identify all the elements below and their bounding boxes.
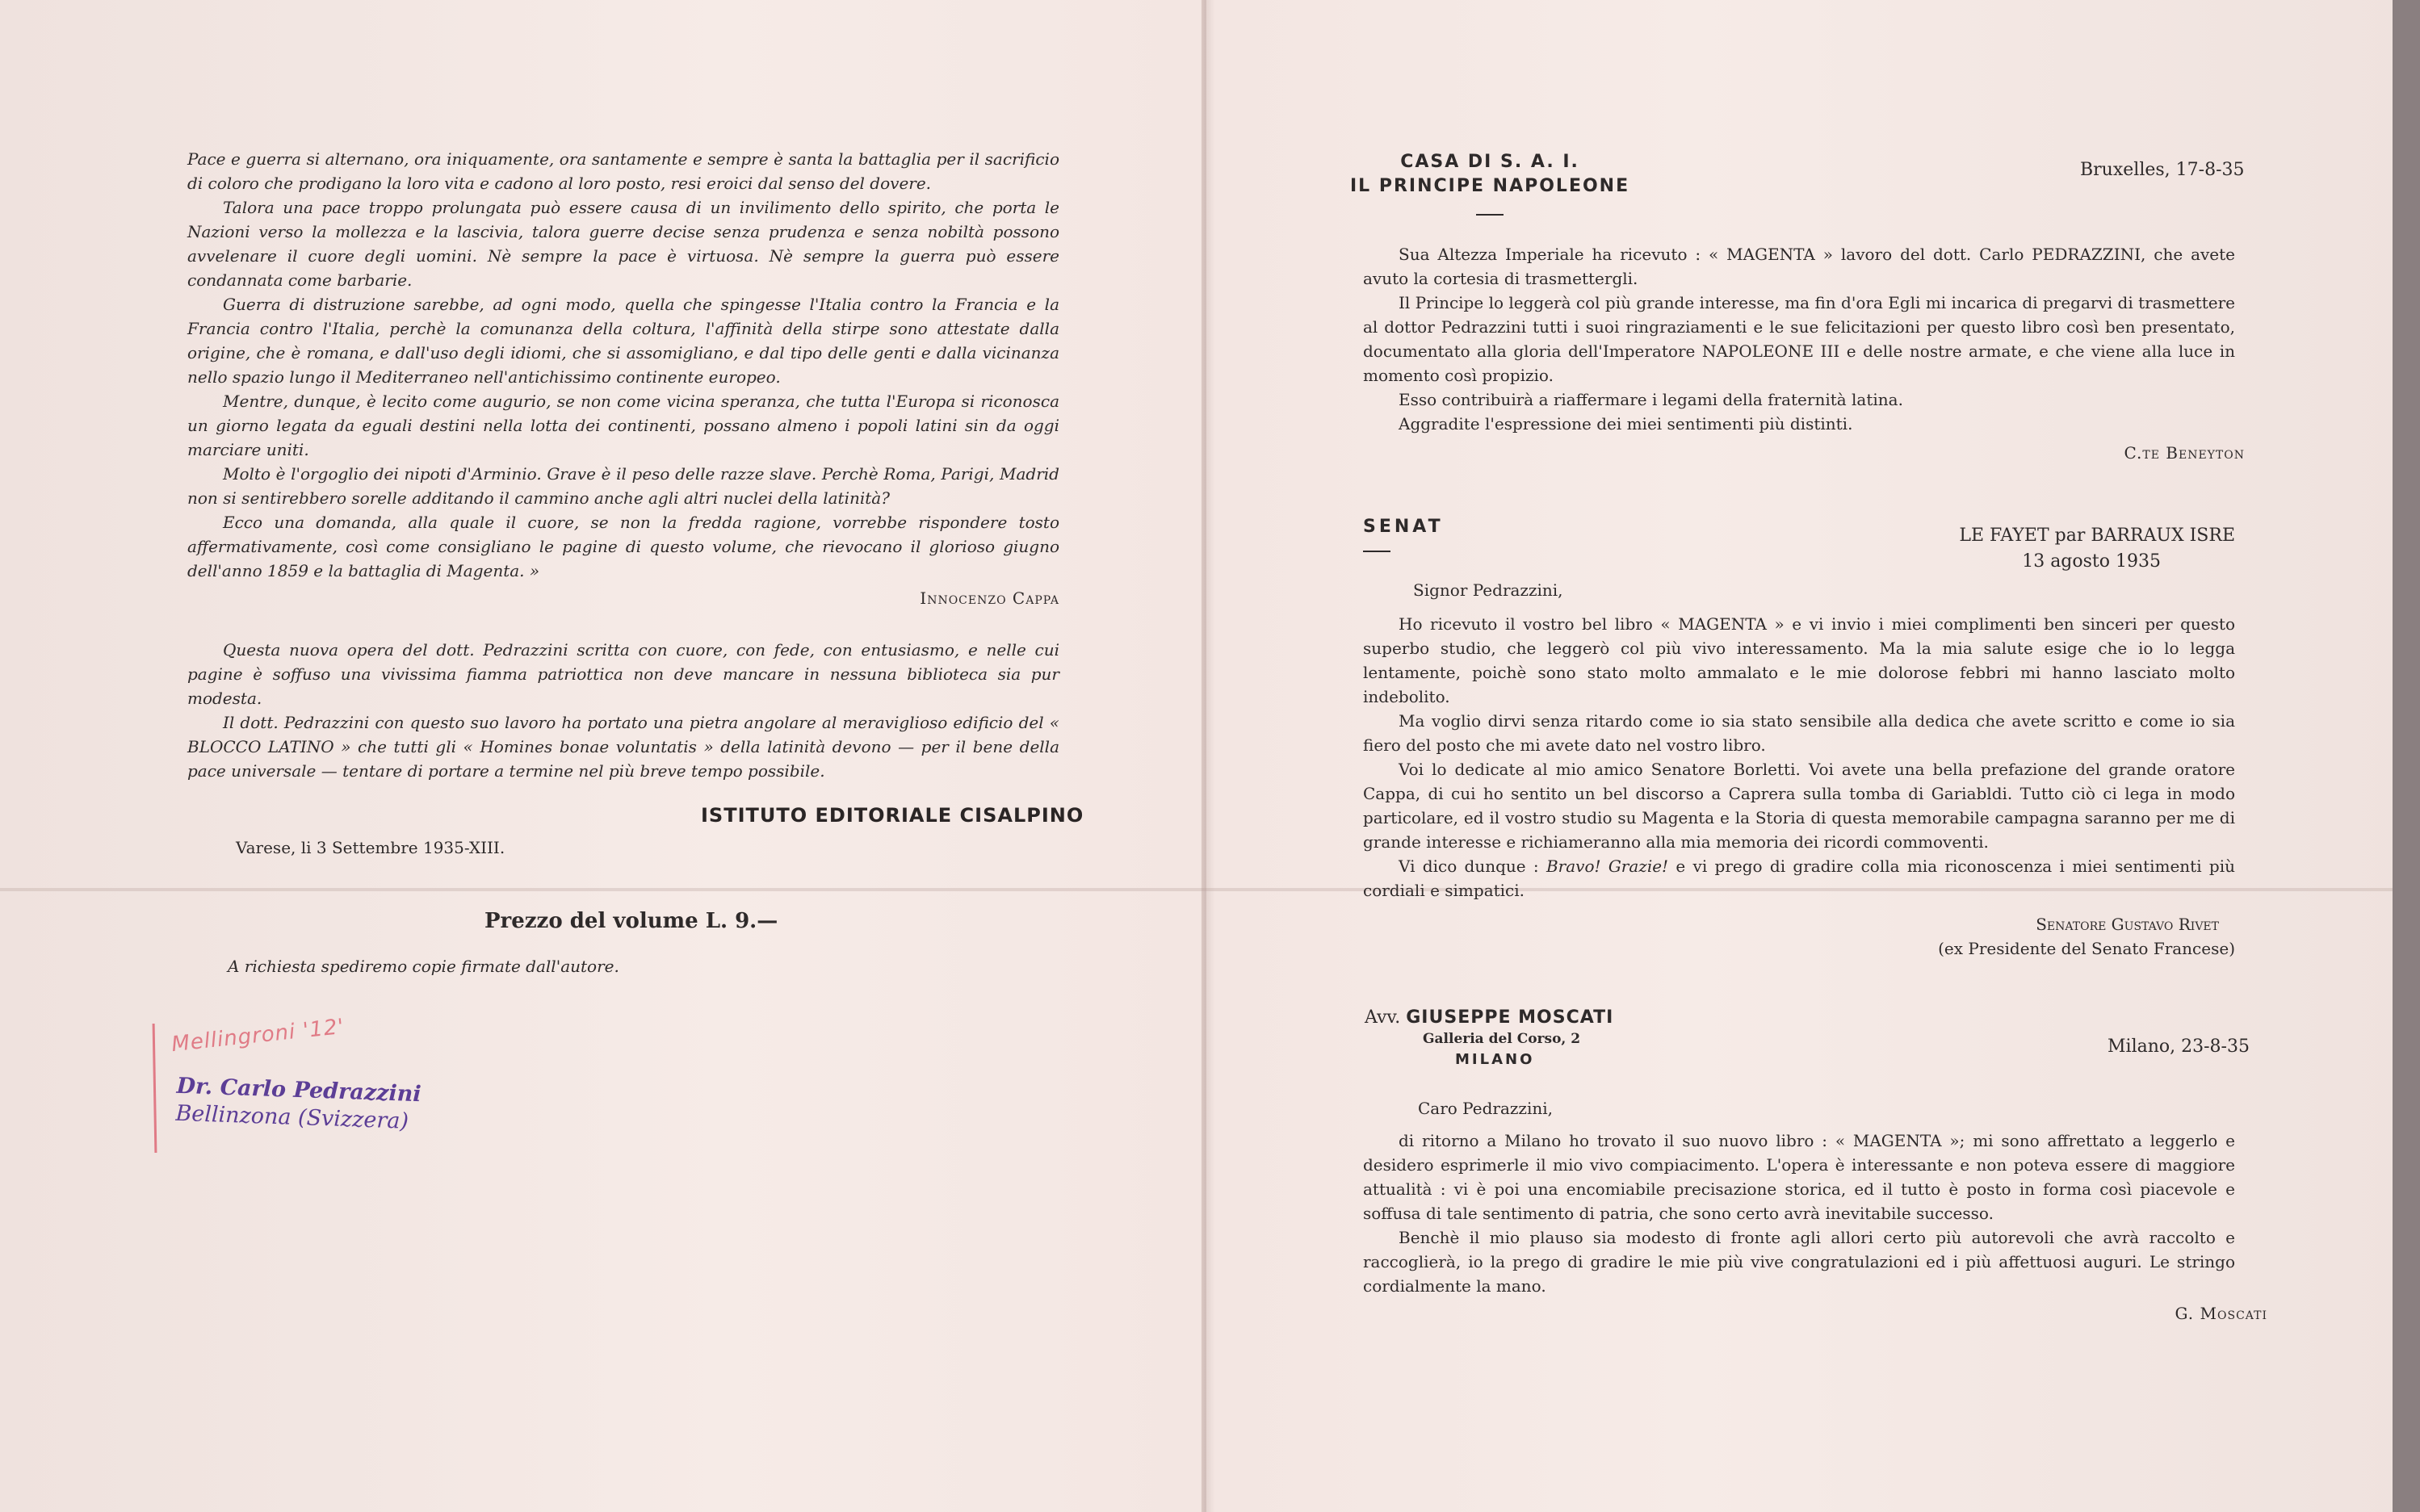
letter2-greeting: Signor Pedrazzini,	[1413, 580, 1563, 600]
publisher-name: ISTITUTO EDITORIALE CISALPINO	[701, 804, 1084, 827]
letter2-signature	[1363, 912, 2235, 961]
price-note: A richiesta spediremo copie firmate dall'autore.	[228, 957, 619, 976]
letter1-sender-line2: IL PRINCIPE NAPOLEONE	[1350, 176, 1630, 196]
divider	[1476, 214, 1504, 216]
pencil-note: Mellingroni '12'	[170, 1014, 346, 1058]
divider	[1363, 551, 1390, 552]
letter2-date-value: 13 agosto 1935	[2022, 551, 2161, 572]
vertical-fold	[1202, 0, 1206, 1512]
letter3-sender	[1365, 1007, 1613, 1070]
letter2-signature-name: Senatore Gustavo Rivet	[2036, 915, 2219, 934]
stamp-name: Dr. Carlo Pedrazzini	[176, 1073, 422, 1108]
letter1-date: Bruxelles, 17-8-35	[2080, 160, 2245, 180]
letter2-paragraph: Ho ricevuto il vostro bel libro « MAGENTA » e vi invio i miei complimenti ben sinceri per questo superbo studio, che leggerò col più vivo interessamento. Ma la mia salute esige che io lo legga lentamente, poichè sono stato molto ammalato e le mie dolorose febbri mi hanno lasciato molto indebolito.	[1363, 614, 2235, 706]
letter2-date	[1938, 523, 2235, 575]
letter2-closing	[1363, 854, 2235, 903]
letter3-city: MILANO	[1455, 1051, 1535, 1068]
letter2-place: LE FAYET par BARRAUX ISRE	[1959, 526, 2235, 546]
publisher-note	[187, 638, 1059, 783]
price-heading: Prezzo del volume L. 9.—	[484, 909, 778, 933]
letter2-paragraph: Ma voglio dirvi senza ritardo come io sia stato sensibile alla dedica che avete scritto e come io sia fiero del posto che mi avete dato nel vostro libro.	[1363, 711, 2235, 755]
letter1-body	[1363, 242, 2245, 465]
letter3-prefix: Avv.	[1365, 1007, 1401, 1028]
publisher-paragraph: Il dott. Pedrazzini con questo suo lavoro ha portato una pietra angolare al meraviglioso edificio del « BLOCCO LATINO » che tutti gli « Homines bonae voluntatis » della latinità devono — per il bene della pace universale — tentare di portare a termine nel più breve tempo possibile.	[187, 713, 1059, 781]
letter3-paragraph: Benchè il mio plauso sia modesto di fronte agli allori certo più autorevoli che avrà raccolto e raccoglierà, io la prego di gradire le mie più vive congratulazioni ed i più affettuosi auguri. Le stringo cordialmente la mano.	[1363, 1228, 2235, 1296]
letter1-paragraph: Aggradite l'espressione dei miei sentimenti più distinti.	[1399, 414, 1853, 433]
letter1-sender-line1: CASA DI S. A. I.	[1400, 152, 1579, 172]
letter2-signature-title: (ex Presidente del Senato Francese)	[1938, 939, 2235, 958]
preface-paragraph: Guerra di distruzione sarebbe, ad ogni modo, quella che spingesse l'Italia contro la Francia e la Francia contro l'Italia, perchè la comunanza della coltura, l'affinità della stirpe sono attestate dalla origine, che è romana, e dall'uso degli idiomi, che si assomigliano, e dal tipo delle genti e dalla vicinanza nello spazio lungo il Mediterraneo nell'antichissimo continente europeo.	[187, 295, 1059, 387]
background-edge	[2393, 0, 2420, 1512]
letter1-paragraph: Il Principe lo leggerà col più grande interesse, ma fin d'ora Egli mi incarica di pregarvi di trasmettere al dottor Pedrazzini tutti i suoi ringraziamenti e le sue felicitazioni per questo libro così ben presentato, documentato alla gloria dell'Imperatore NAPOLEONE III e delle nostre armate, e che viene alla luce in momento così propizio.	[1363, 293, 2235, 385]
preface-paragraph: Pace e guerra si alternano, ora iniquamente, ora santamente e sempre è santa la battaglia per il sacrificio di coloro che prodigano la loro vita e cadono al loro posto, resi eroici dal senso del dovere.	[187, 149, 1059, 193]
letter3-greeting: Caro Pedrazzini,	[1418, 1099, 1553, 1118]
letter3-signature: G. Moscati	[2175, 1304, 2267, 1323]
letter3-body	[1363, 1096, 2267, 1326]
place-date: Varese, li 3 Settembre 1935-XIII.	[236, 838, 505, 857]
letter2-sender	[1363, 517, 1444, 557]
letter3-date: Milano, 23-8-35	[2108, 1037, 2250, 1057]
letter3-paragraph: di ritorno a Milano ho trovato il suo nuovo libro : « MAGENTA »; mi sono affrettato a leggerlo e desidero esprimerle il mio vivo compiacimento. L'opera è interessante e non poteva essere di maggiore attualità : vi è poi una encomiabile precisazione storica, ed il tutto è posto in forma così piacevole e soffusa di tale sentimento di patria, che sono certo avrà inevitabile successo.	[1363, 1131, 2235, 1223]
letter2-body	[1363, 578, 2235, 961]
cappa-preface	[187, 147, 1059, 610]
preface-paragraph: Ecco una domanda, alla quale il cuore, se non la fredda ragione, vorrebbe rispondere tosto affermativamente, così come consigliano le pagine di questo volume, che rievocano il glorioso giugno dell'anno 1859 e la battaglia di Magenta. »	[187, 513, 1059, 580]
closing-exclamation: Bravo! Grazie!	[1546, 857, 1669, 876]
preface-paragraph: Molto è l'orgoglio dei nipoti d'Arminio. Grave è il peso delle razze slave. Perchè Roma, Parigi, Madrid non si sentirebbero sorelle additando il cammino anche agli altri nuclei della latinità?	[187, 464, 1059, 508]
letter2-sender-line1: SENAT	[1363, 517, 1444, 537]
stamp-address: Bellinzona (Svizzera)	[174, 1100, 409, 1134]
publisher-paragraph: Questa nuova opera del dott. Pedrazzini scritta con cuore, con fede, con entusiasmo, e nelle cui pagine è soffuso una vivissima fiamma patriottica non deve mancare in nessuna biblioteca sia pur modesta.	[187, 640, 1059, 708]
letter3-name: GIUSEPPE MOSCATI	[1406, 1007, 1614, 1028]
letter1-paragraph: Sua Altezza Imperiale ha ricevuto : « MAGENTA » lavoro del dott. Carlo PEDRAZZINI, che avete avuto la cortesia di trasmettergli.	[1363, 245, 2235, 288]
preface-signature: Innocenzo Cappa	[920, 588, 1059, 608]
author-stamp	[175, 1073, 422, 1137]
preface-paragraph: Mentre, dunque, è lecito come augurio, se non come vicina speranza, che tutta l'Europa si riconosca un giorno legata da eguali destini nella lotta dei continenti, possano almeno i popoli latini sin da oggi marciare uniti.	[187, 392, 1059, 459]
closing-text: e vi prego di gradire colla mia riconoscenza i miei sentimenti più cordiali e simpatici.	[1363, 857, 2236, 900]
letter1-sender	[1350, 150, 1629, 223]
letter3-address: Galleria del Corso, 2	[1423, 1031, 1581, 1047]
letter2-paragraph: Voi lo dedicate al mio amico Senatore Borletti. Voi avete una bella prefazione del grande oratore Cappa, di cui ho sentito un bel discorso a Caprera sulla tomba di Gariabldi. Tutto ciò ci lega in modo particolare, ed il vostro studio su Magenta e la Storia di questa memorabile campagna saranno per me di grande interesse e richiameranno alla mia memoria dei ricordi commoventi.	[1363, 760, 2235, 852]
letter1-paragraph: Esso contribuirà a riaffermare i legami della fraternità latina.	[1399, 390, 1903, 409]
letter1-signature: C.te Beneyton	[2124, 443, 2245, 463]
preface-paragraph: Talora una pace troppo prolungata può essere causa di un invilimento dello spirito, che porta le Nazioni verso la mollezza e la lascivia, talora guerre decise senza prudenza e senza nobiltà possono avvelenare il cuore degli uomini. Nè sempre la pace è virtuosa. Nè sempre la guerra può essere condannata come barbarie.	[187, 198, 1059, 290]
closing-text: Vi dico dunque :	[1399, 857, 1546, 876]
